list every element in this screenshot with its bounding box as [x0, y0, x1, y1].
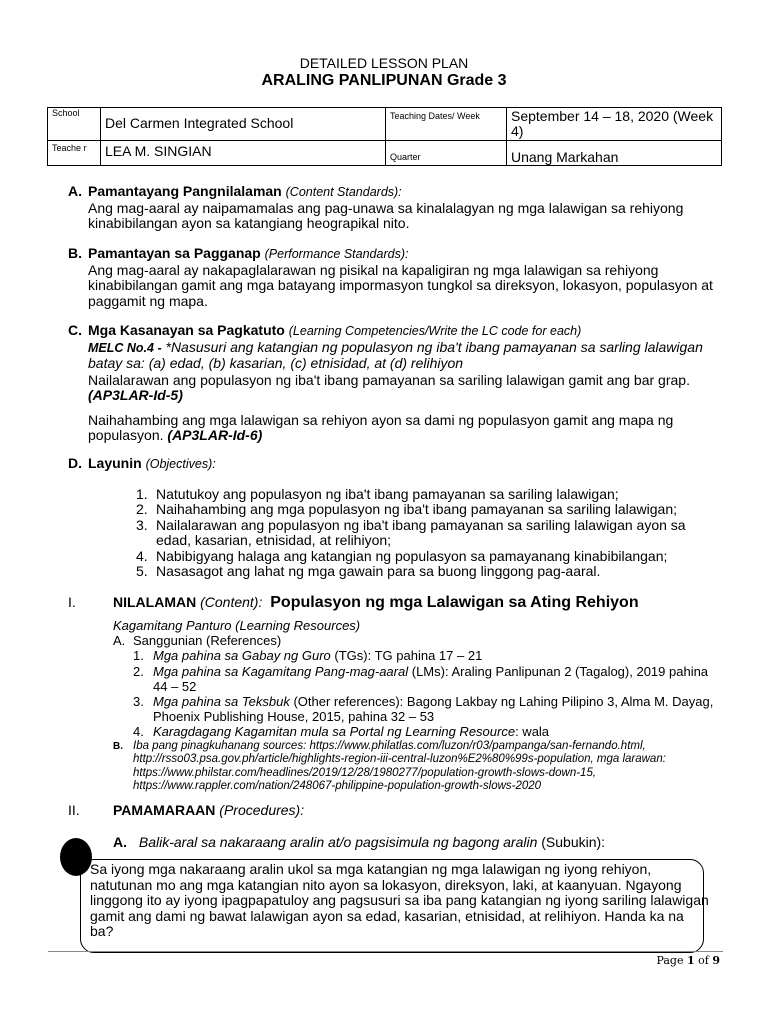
ref-detail: : wala	[515, 724, 550, 740]
callout-text: Sa iyong mga nakaraang aralin ukol sa mga katangian ng mga lalawigan ng iyong rehiyon, natutunan mo ang mga katangian nito ayon sa lokasyon, direksyon, laki, at kaanyuan. Ngayong linggong ito ay iyong ipagpapatuloy ang pagsusuri sa iba pang katangian ng iyong sariling lalawigan gamit ang dami ng bawat lalawigan ayon sa edad, kasarian, etnisidad, at relihiyon. Handa ka na ba?	[90, 861, 709, 939]
section-letter: C.	[68, 322, 82, 338]
competency-code: (AP3LAR-Id-5)	[88, 387, 183, 403]
ref-detail: (LMs): Araling Panlipunan 2 (Tagalog), 2019 pahina 44 – 52	[153, 663, 709, 694]
list-item	[136, 564, 718, 580]
section-letter: D.	[68, 455, 82, 471]
part-procedures	[68, 802, 718, 818]
item-text: Naihahambing ang mga populasyon ng iba't ibang pamayanan sa sariling lalawigan;	[156, 501, 678, 517]
dates-value: September 14 – 18, 2020 (Week 4)	[511, 108, 714, 139]
document-subtitle: ARALING PANLIPUNAN Grade 3	[261, 72, 507, 89]
info-table	[47, 107, 722, 166]
references-label: Sanggunian (References)	[133, 633, 282, 649]
ref-title: Mga pahina sa Kagamitang Pang-mag-aaral	[153, 663, 409, 679]
current-page: 1	[686, 954, 695, 967]
total-pages: 9	[712, 954, 720, 967]
resources-label: Kagamitang Panturo (Learning Resources)	[113, 618, 361, 633]
list-item	[113, 724, 718, 739]
school-value: Del Carmen Integrated School	[105, 115, 294, 131]
section-heading-en: (Learning Competencies/Write the LC code for each)	[288, 324, 582, 338]
list-item	[113, 664, 718, 694]
part-heading-en: (Content):	[200, 594, 263, 610]
section-performance-standards	[68, 246, 718, 309]
ref-title: Mga pahina sa Teksbuk	[153, 694, 290, 710]
procedure-a	[113, 834, 718, 850]
section-text: Ang mag-aaral ay naipamamalas ang pag-unawa sa kinalalagyan ng mga lalawigan sa rehiyong kinabibilangan ayon sa katangiang heograpikal nito.	[88, 199, 684, 231]
section-letter: B.	[68, 245, 82, 261]
item-text: Nasasagot ang lahat ng mga gawain para sa buong linggong pag-aaral.	[156, 563, 601, 579]
section-heading: Mga Kasanayan sa Pagkatuto	[88, 322, 285, 338]
sources-label: Iba pang pinagkuhanang sources	[133, 739, 304, 752]
item-text: Natutukoy ang populasyon ng iba't ibang pamayanan sa sariling lalawigan;	[156, 485, 619, 502]
part-heading-en: (Procedures):	[219, 802, 305, 818]
ref-detail: (Other references): Bagong Lakbay ng Lahing Pilipino 3, Alma M. Dayag, Phoenix Publishing House, 2015, pahina 32 – 53	[153, 694, 714, 725]
section-heading-en: (Performance Standards):	[264, 247, 409, 261]
competency-2	[68, 404, 718, 444]
list-item	[136, 549, 718, 565]
roman-numeral: II.	[68, 802, 80, 818]
section-heading-en: (Objectives):	[145, 457, 216, 471]
melc-description: *Nasusuri ang katangian ng populasyon ng iba't ibang pamayanan sa sarling lalawigan batay sa: (a) edad, (b) kasarian, (c) etnisidad, at (d) relihiyon	[88, 338, 703, 371]
page-label: Page	[656, 954, 684, 967]
item-number: 1.	[133, 648, 144, 664]
item-number: 2.	[133, 663, 144, 679]
section-letter: A.	[68, 183, 82, 199]
item-number: 2.	[136, 501, 148, 517]
list-item	[136, 502, 718, 518]
list-item	[136, 487, 718, 503]
item-number: 4.	[136, 547, 148, 564]
document-title: DETAILED LESSON PLAN	[299, 55, 469, 71]
item-number: 3.	[136, 516, 148, 533]
part-heading: PAMAMARAAN	[113, 802, 216, 818]
objectives-list	[136, 487, 718, 580]
section-content-standards	[68, 184, 718, 232]
item-number: 1.	[136, 485, 148, 502]
section-heading: Pamantayang Pangnilalaman	[88, 183, 282, 199]
melc-label: MELC No.4 -	[88, 340, 162, 355]
list-item	[113, 694, 718, 724]
item-text: Nabibigyang halaga ang katangian ng populasyon sa pamayanang kinabibilangan;	[156, 547, 668, 564]
learning-resources	[113, 618, 718, 794]
lesson-topic: Populasyon ng mga Lalawigan sa Ating Rehiyon	[270, 594, 639, 611]
section-learning-competencies	[68, 323, 718, 444]
part-content	[68, 594, 718, 612]
list-item	[113, 648, 718, 663]
item-text: Nailalarawan ang populasyon ng iba't ibang pamayanan sa sariling lalawigan ayon sa edad, kasarian, etnisidad, at relihiyon;	[156, 516, 686, 548]
section-heading: Layunin	[88, 455, 142, 471]
teacher-value: LEA M. SINGIAN	[105, 143, 212, 159]
competency-text: Naihahambing ang mga lalawigan sa rehiyon ayon sa dami ng populasyon gamit ang mapa ng populasyon.	[88, 411, 674, 443]
speech-bubble-icon	[60, 838, 92, 876]
procedure-letter: A.	[113, 834, 127, 850]
ref-title: Karagdagang Kagamitan mula sa Portal ng Learning Resource	[153, 724, 516, 740]
dates-label: Teaching Dates/ Week	[390, 111, 480, 121]
melc-text	[68, 340, 718, 372]
section-text: Ang mag-aaral ay nakapaglalarawan ng pisikal na kapaligiran ng mga lalawigan sa rehiyong kinabibilangan gamit ang mga batayang impormasyon tungkol sa direksyon, lokasyon, populasyon at paggamit ng mapa.	[88, 261, 713, 309]
competency-text: Nailalarawan ang populasyon ng iba't ibang pamayanan sa sariling lalawigan gamit ang bar grap.	[88, 371, 690, 388]
competency-1	[68, 372, 718, 404]
item-number: 5.	[136, 563, 148, 579]
ref-title: Mga pahina sa Gabay ng Guro	[153, 648, 331, 664]
other-sources	[113, 740, 718, 794]
page-number	[656, 954, 720, 967]
section-heading-en: (Content Standards):	[285, 185, 402, 199]
ref-letter: B.	[113, 740, 123, 752]
section-heading: Pamantayan sa Pagganap	[88, 245, 261, 261]
quarter-label: Quarter	[390, 152, 421, 162]
list-item	[136, 518, 718, 549]
part-heading: NILALAMAN	[113, 594, 197, 610]
competency-code: (AP3LAR-Id-6)	[167, 427, 263, 443]
sources-links: : https://www.philatlas.com/luzon/r03/pampanga/san-fernando.html, http://rsso03.psa.gov.ph/article/highlights-region-iii-central-luzon%E2%80%99s-population, mga larawan: https://www.philstar.com/headlines/2019/12/28/1980277/population-growth-slows-down-15, https://www.rappler.com/nation/248067-philippine-population-growth-slows-2020	[133, 739, 666, 793]
ref-letter: A.	[113, 633, 126, 649]
roman-numeral: I.	[68, 594, 76, 610]
footer-divider	[48, 951, 723, 952]
ref-detail: (TGs): TG pahina 17 – 21	[334, 648, 483, 664]
section-objectives	[68, 456, 718, 580]
item-number: 3.	[133, 694, 144, 710]
procedure-title: Balik-aral sa nakaraang aralin at/o pagsisimula ng bagong aralin	[138, 834, 538, 850]
of-label: of	[698, 954, 709, 967]
quarter-value: Unang Markahan	[511, 149, 619, 165]
procedure-label: (Subukin):	[541, 834, 606, 850]
school-label: School	[52, 108, 80, 118]
item-number: 4.	[133, 724, 144, 740]
teacher-label: Teache r	[52, 143, 87, 153]
